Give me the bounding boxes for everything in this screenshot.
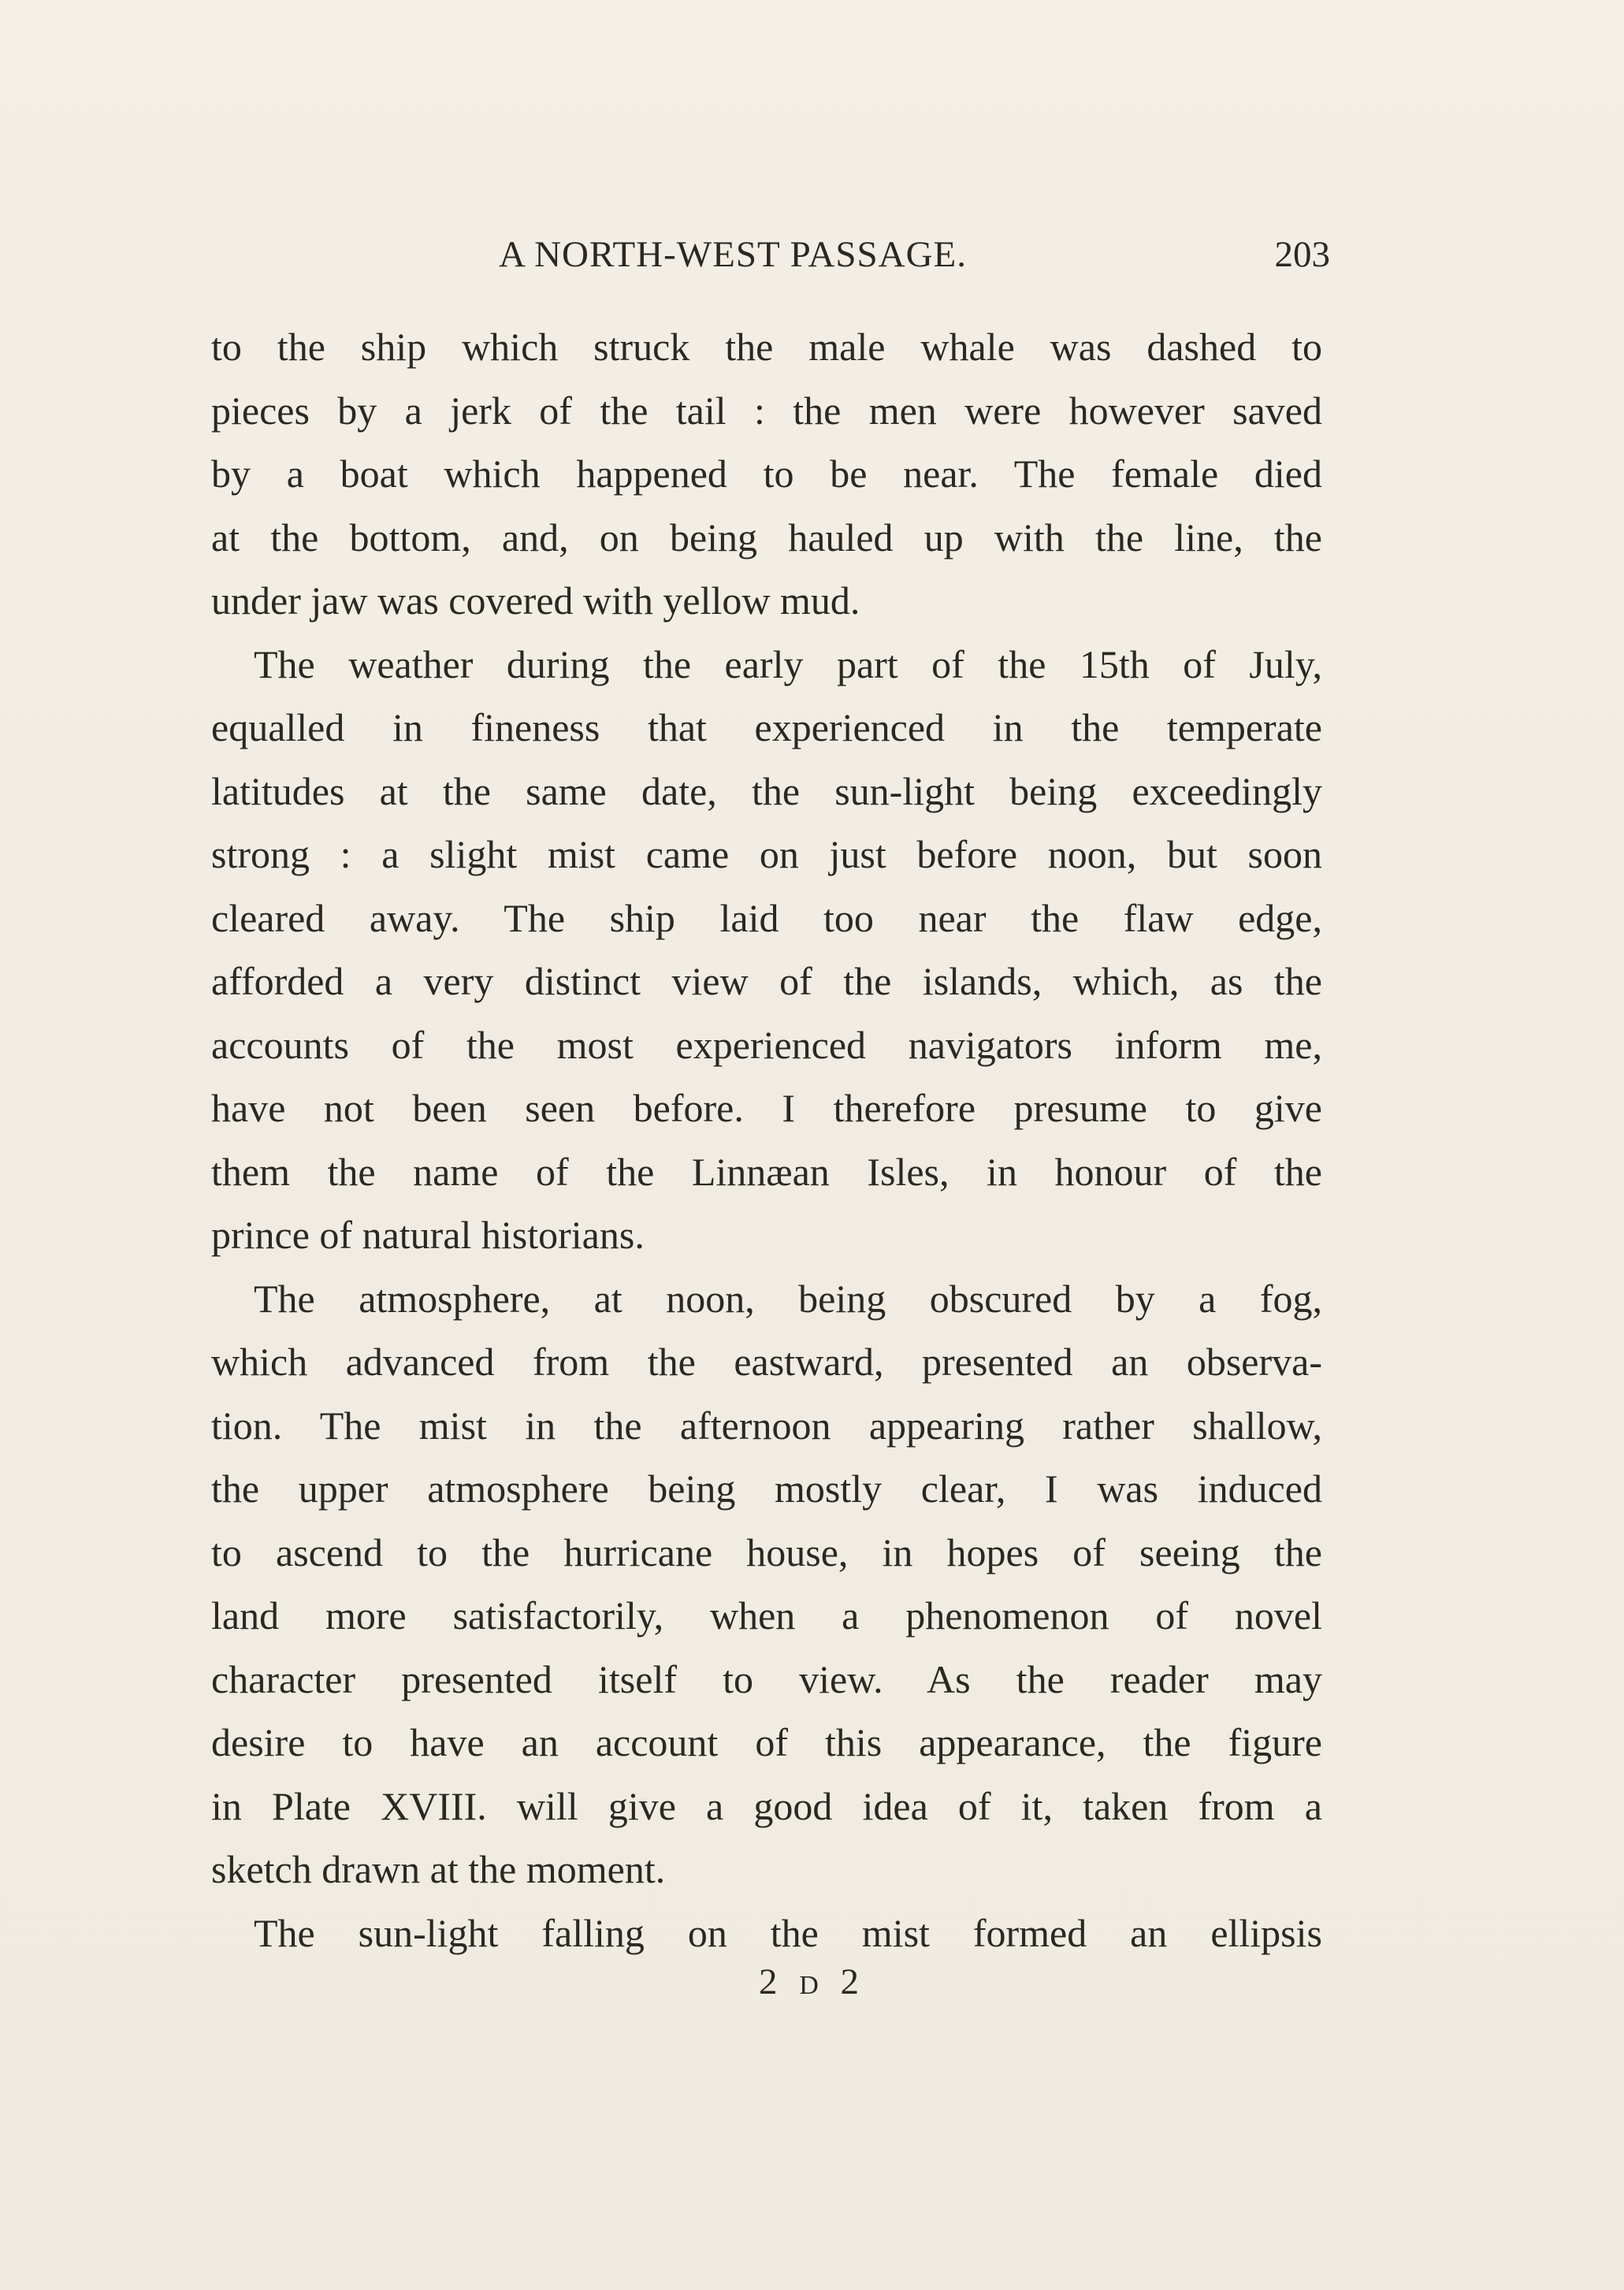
text-line: by a boat which happened to be near. The female died xyxy=(211,452,1322,496)
signature-middle: D xyxy=(799,1971,825,2000)
text-line: sketch drawn at the moment. xyxy=(211,1847,666,1891)
text-line: in Plate XVIII. will give a good idea of it, taken from a xyxy=(211,1783,1322,1828)
signature-left: 2 xyxy=(758,1961,784,2002)
signature-right: 2 xyxy=(840,1961,866,2002)
text-line: which advanced from the eastward, presented an observa- xyxy=(211,1340,1322,1384)
text-line: accounts of the most experienced navigators inform me, xyxy=(211,1022,1322,1067)
text-line: tion. The mist in the afternoon appearing rather shallow, xyxy=(211,1403,1322,1448)
text-line: desire to have an account of this appearance, the figure xyxy=(211,1720,1322,1764)
text-line: pieces by a jerk of the tail : the men were however saved xyxy=(211,388,1322,433)
text-line: land more satisfactorily, when a phenomenon of novel xyxy=(211,1593,1322,1638)
running-title: A NORTH-WEST PASSAGE. xyxy=(499,234,968,275)
text-line: latitudes at the same date, the sun-light being exceedingly xyxy=(211,768,1322,813)
text-line: the upper atmosphere being mostly clear, I was induced xyxy=(211,1467,1322,1511)
paragraph-first-line: The weather during the early part of the 15th of July, xyxy=(254,641,1322,686)
text-line: to ascend to the hurricane house, in hopes of seeing the xyxy=(211,1530,1322,1574)
text-line: to the ship which struck the male whale was dashed to xyxy=(211,325,1322,369)
running-head xyxy=(211,233,1330,281)
text-line: cleared away. The ship laid too near the flaw edge, xyxy=(211,895,1322,940)
paragraph-first-line: The sun-light falling on the mist formed an ellipsis xyxy=(254,1910,1322,1955)
body-text xyxy=(211,315,1322,1965)
paragraph-first-line: The atmosphere, at noon, being obscured by a fog, xyxy=(254,1276,1322,1321)
signature-mark xyxy=(0,1961,1624,2003)
text-line: under jaw was covered with yellow mud. xyxy=(211,578,860,623)
text-line: prince of natural historians. xyxy=(211,1213,645,1257)
text-line: have not been seen before. I therefore presume to give xyxy=(211,1086,1322,1130)
text-line: them the name of the Linnæan Isles, in honour of the xyxy=(211,1149,1322,1194)
text-line: character presented itself to view. As the reader may xyxy=(211,1656,1322,1701)
page-number: 203 xyxy=(1274,234,1330,275)
text-line: at the bottom, and, on being hauled up with the line, the xyxy=(211,515,1322,559)
text-line: strong : a slight mist came on just before noon, but soon xyxy=(211,832,1322,876)
text-line: afforded a very distinct view of the islands, which, as the xyxy=(211,959,1322,1003)
text-line: equalled in fineness that experienced in the temperate xyxy=(211,705,1322,749)
